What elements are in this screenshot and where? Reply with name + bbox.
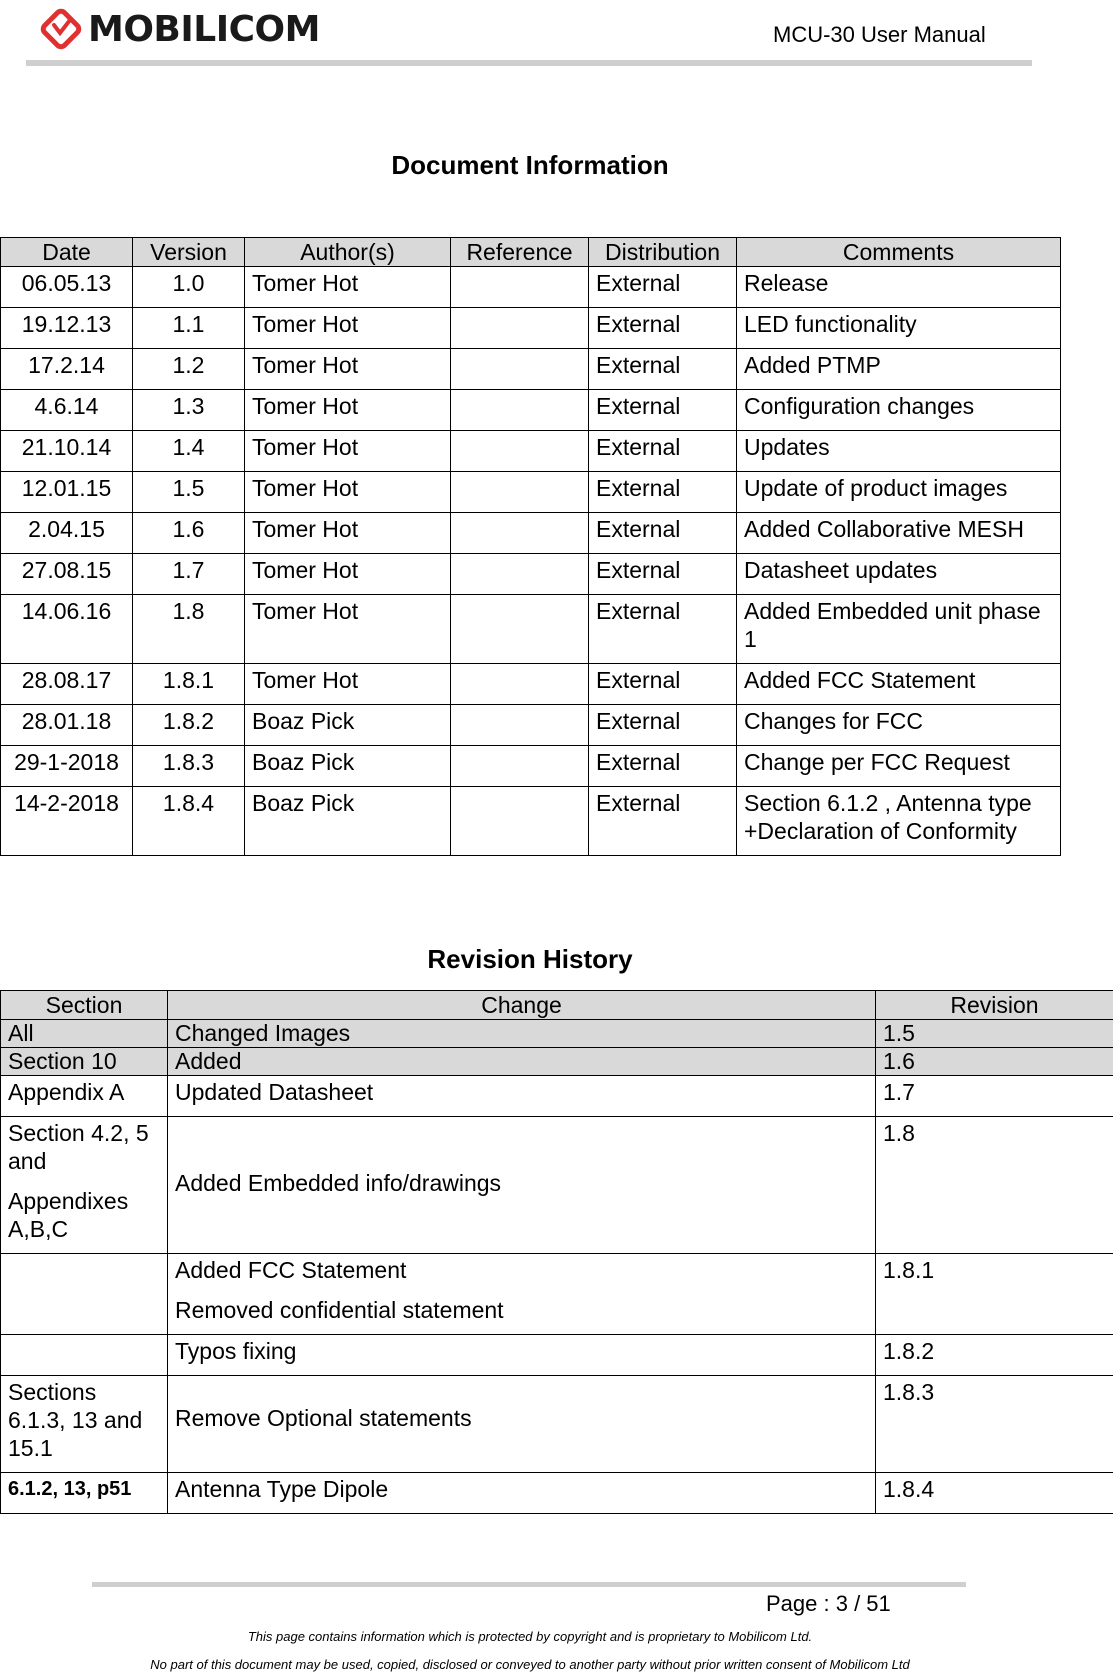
- cell-version: 1.8.3: [133, 746, 245, 787]
- cell-comments: Update of product images: [737, 472, 1061, 513]
- section-line: Appendixes A,B,C: [8, 1188, 129, 1242]
- cell-change: [168, 1335, 876, 1376]
- change-line: Remove Optional statements: [175, 1405, 472, 1431]
- change-line: Removed confidential statement: [175, 1297, 504, 1323]
- section-line: Appendix A: [8, 1079, 125, 1105]
- table-row: [1, 267, 1061, 308]
- cell-section: [1, 1473, 168, 1514]
- cell-author: Tomer Hot: [245, 513, 451, 554]
- cell-date: 2.04.15: [1, 513, 133, 554]
- cell-section: [1, 1020, 168, 1048]
- change-line: Typos fixing: [175, 1338, 297, 1364]
- cell-author: Tomer Hot: [245, 472, 451, 513]
- page-number: Page : 3 / 51: [766, 1591, 891, 1616]
- cell-reference: [451, 267, 589, 308]
- section-line: Sections 6.1.3, 13 and 15.1: [8, 1379, 143, 1461]
- table-row: [1, 787, 1061, 856]
- col-header-comments: Comments: [737, 238, 1061, 267]
- cell-author: Tomer Hot: [245, 390, 451, 431]
- cell-version: 1.8.4: [133, 787, 245, 856]
- cell-comments: Changes for FCC: [737, 705, 1061, 746]
- cell-reference: [451, 472, 589, 513]
- cell-change: [168, 1076, 876, 1117]
- cell-comments: Added Collaborative MESH: [737, 513, 1061, 554]
- cell-date: 21.10.14: [1, 431, 133, 472]
- table-row: [1, 705, 1061, 746]
- col-header-reference: Reference: [451, 238, 589, 267]
- cell-author: Tomer Hot: [245, 308, 451, 349]
- table-row: [1, 431, 1061, 472]
- table-row: [1, 1335, 1113, 1376]
- cell-version: 1.5: [133, 472, 245, 513]
- cell-distribution: External: [589, 705, 737, 746]
- col-header-date: Date: [1, 238, 133, 267]
- cell-revision: 1.8.3: [876, 1376, 1113, 1473]
- cell-author: Tomer Hot: [245, 554, 451, 595]
- cell-comments: Added FCC Statement: [737, 664, 1061, 705]
- cell-change: [168, 1376, 876, 1473]
- cell-date: 14.06.16: [1, 595, 133, 664]
- cell-date: 27.08.15: [1, 554, 133, 595]
- cell-reference: [451, 513, 589, 554]
- cell-reference: [451, 595, 589, 664]
- table-row: [1, 664, 1061, 705]
- cell-date: 4.6.14: [1, 390, 133, 431]
- cell-date: 14-2-2018: [1, 787, 133, 856]
- cell-distribution: External: [589, 554, 737, 595]
- cell-revision: 1.8: [876, 1117, 1113, 1254]
- cell-distribution: External: [589, 746, 737, 787]
- cell-date: 19.12.13: [1, 308, 133, 349]
- mobilicom-logo-icon: [40, 8, 82, 50]
- doc-info-title: Document Information: [391, 150, 669, 180]
- cell-date: 28.01.18: [1, 705, 133, 746]
- cell-date: 06.05.13: [1, 267, 133, 308]
- cell-revision: 1.8.4: [876, 1473, 1113, 1514]
- disclosure-notice: No part of this document may be used, copied, disclosed or conveyed to another party without prior written consent of Mobilicom Ltd: [150, 1657, 910, 1672]
- cell-comments: LED functionality: [737, 308, 1061, 349]
- cell-version: 1.4: [133, 431, 245, 472]
- cell-distribution: External: [589, 664, 737, 705]
- table-row: [1, 1048, 1113, 1076]
- col-header-distribution: Distribution: [589, 238, 737, 267]
- cell-section: [1, 1335, 168, 1376]
- cell-author: Boaz Pick: [245, 705, 451, 746]
- cell-version: 1.8: [133, 595, 245, 664]
- cell-distribution: External: [589, 431, 737, 472]
- revision-history-table: [0, 990, 1113, 1514]
- section-line: Section 4.2, 5 and: [8, 1120, 149, 1174]
- cell-comments: Configuration changes: [737, 390, 1061, 431]
- doc-info-header-row: [1, 238, 1061, 267]
- cell-author: Tomer Hot: [245, 267, 451, 308]
- table-row: [1, 1376, 1113, 1473]
- col-header-change: Change: [168, 991, 876, 1020]
- footer-rule: [92, 1582, 966, 1587]
- cell-comments: Change per FCC Request: [737, 746, 1061, 787]
- cell-date: 29-1-2018: [1, 746, 133, 787]
- cell-author: Boaz Pick: [245, 787, 451, 856]
- cell-distribution: External: [589, 787, 737, 856]
- cell-distribution: External: [589, 390, 737, 431]
- cell-version: 1.2: [133, 349, 245, 390]
- cell-reference: [451, 746, 589, 787]
- revision-history-title: Revision History: [427, 944, 633, 974]
- cell-revision: 1.5: [876, 1020, 1113, 1048]
- table-row: [1, 513, 1061, 554]
- copyright-notice: This page contains information which is protected by copyright and is proprietary to Mobilicom Ltd.: [247, 1629, 813, 1644]
- cell-distribution: External: [589, 267, 737, 308]
- col-header-authors: Author(s): [245, 238, 451, 267]
- cell-revision: 1.7: [876, 1076, 1113, 1117]
- cell-section: [1, 1376, 168, 1473]
- cell-reference: [451, 431, 589, 472]
- section-line: Section 10: [8, 1048, 117, 1074]
- table-row: [1, 554, 1061, 595]
- cell-change: [168, 1117, 876, 1254]
- cell-version: 1.7: [133, 554, 245, 595]
- table-row: [1, 308, 1061, 349]
- cell-revision: 1.8.1: [876, 1254, 1113, 1335]
- table-row: [1, 472, 1061, 513]
- cell-section: [1, 1076, 168, 1117]
- section-line: All: [8, 1020, 34, 1046]
- cell-change: [168, 1254, 876, 1335]
- cell-section: [1, 1117, 168, 1254]
- cell-author: Boaz Pick: [245, 746, 451, 787]
- table-row: [1, 390, 1061, 431]
- revision-history-header-row: [1, 991, 1113, 1020]
- cell-date: 12.01.15: [1, 472, 133, 513]
- cell-distribution: External: [589, 349, 737, 390]
- cell-change: [168, 1048, 876, 1076]
- col-header-section: Section: [1, 991, 168, 1020]
- table-row: [1, 1117, 1113, 1254]
- change-line: Added FCC Statement: [175, 1257, 407, 1283]
- cell-author: Tomer Hot: [245, 595, 451, 664]
- cell-comments: Updates: [737, 431, 1061, 472]
- cell-comments: Release: [737, 267, 1061, 308]
- cell-version: 1.0: [133, 267, 245, 308]
- table-row: [1, 349, 1061, 390]
- cell-distribution: External: [589, 472, 737, 513]
- table-row: [1, 595, 1061, 664]
- change-line: Antenna Type Dipole: [175, 1476, 389, 1502]
- cell-comments: Added Embedded unit phase 1: [737, 595, 1061, 664]
- logo-text: MOBILICOM: [88, 8, 320, 50]
- table-row: [1, 746, 1061, 787]
- table-row: [1, 1254, 1113, 1335]
- cell-revision: 1.8.2: [876, 1335, 1113, 1376]
- cell-section: [1, 1254, 168, 1335]
- cell-distribution: External: [589, 513, 737, 554]
- change-line: Added: [175, 1048, 242, 1074]
- cell-reference: [451, 705, 589, 746]
- cell-version: 1.1: [133, 308, 245, 349]
- change-line: Added Embedded info/drawings: [175, 1170, 502, 1196]
- cell-distribution: External: [589, 308, 737, 349]
- cell-version: 1.6: [133, 513, 245, 554]
- col-header-revision: Revision: [876, 991, 1113, 1020]
- cell-author: Tomer Hot: [245, 664, 451, 705]
- table-row: [1, 1020, 1113, 1048]
- cell-reference: [451, 554, 589, 595]
- cell-version: 1.3: [133, 390, 245, 431]
- cell-comments: Datasheet updates: [737, 554, 1061, 595]
- cell-date: 17.2.14: [1, 349, 133, 390]
- change-line: Updated Datasheet: [175, 1079, 374, 1105]
- header-rule: [26, 60, 1032, 66]
- company-logo: [40, 0, 320, 58]
- section-line: 6.1.2, 13, p51: [8, 1478, 132, 1500]
- cell-date: 28.08.17: [1, 664, 133, 705]
- doc-info-table: [0, 237, 1061, 856]
- cell-reference: [451, 349, 589, 390]
- cell-version: 1.8.1: [133, 664, 245, 705]
- cell-comments: Added PTMP: [737, 349, 1061, 390]
- cell-author: Tomer Hot: [245, 431, 451, 472]
- manual-title: MCU-30 User Manual: [773, 22, 986, 47]
- cell-reference: [451, 787, 589, 856]
- cell-revision: 1.6: [876, 1048, 1113, 1076]
- cell-change: [168, 1020, 876, 1048]
- cell-section: [1, 1048, 168, 1076]
- cell-comments: Section 6.1.2 , Antenna type +Declaration of Conformity: [737, 787, 1061, 856]
- cell-reference: [451, 664, 589, 705]
- cell-reference: [451, 390, 589, 431]
- cell-author: Tomer Hot: [245, 349, 451, 390]
- table-row: [1, 1473, 1113, 1514]
- cell-reference: [451, 308, 589, 349]
- cell-version: 1.8.2: [133, 705, 245, 746]
- col-header-version: Version: [133, 238, 245, 267]
- table-row: [1, 1076, 1113, 1117]
- change-line: Changed Images: [175, 1020, 351, 1046]
- cell-distribution: External: [589, 595, 737, 664]
- cell-change: [168, 1473, 876, 1514]
